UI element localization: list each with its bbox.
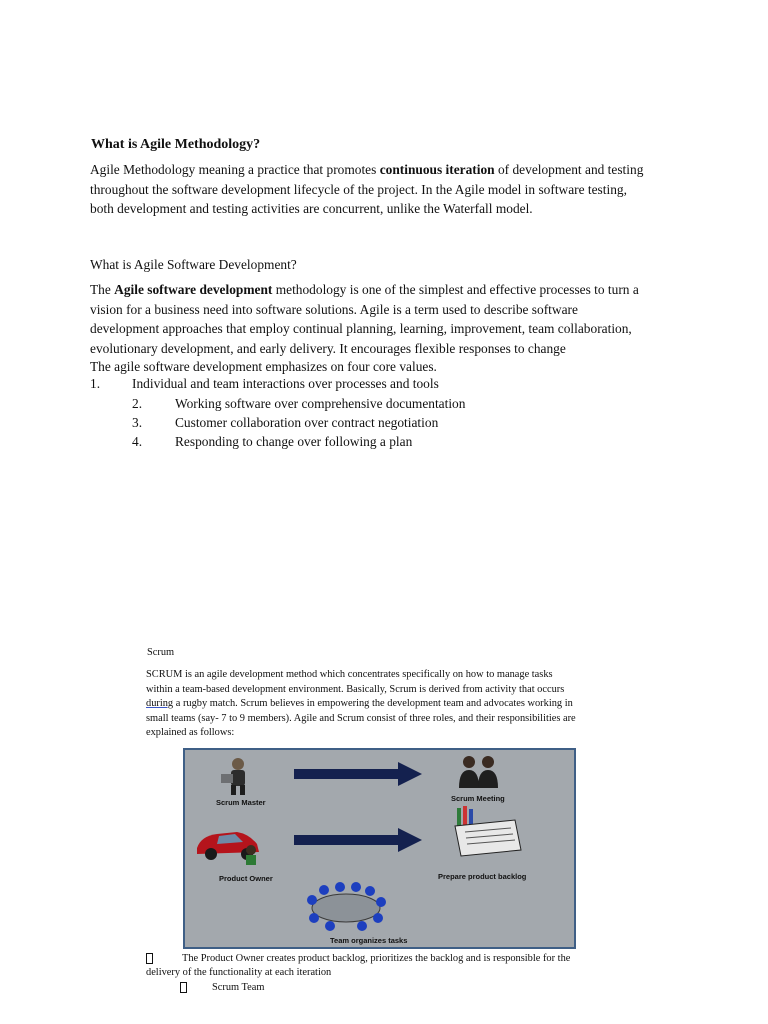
bullet-scrum-team: Scrum Team [180, 981, 264, 996]
product-backlog-notebook-icon [451, 806, 523, 858]
heading-agile-methodology: What is Agile Methodology? [91, 137, 261, 152]
list-text: Customer collaboration over contract negotiation [175, 415, 439, 430]
list-text: Working software over comprehensive documentation [175, 396, 466, 411]
paragraph-line: evolutionary development, and early delivery. It encourages flexible responses to change [90, 340, 566, 356]
core-values-item-2 [132, 394, 465, 414]
paragraph-line: explained as follows: [146, 727, 235, 739]
label-scrum-master: Scrum Master [216, 798, 266, 807]
bullet-placeholder-icon [146, 953, 153, 964]
label-prepare-product-backlog: Prepare product backlog [438, 872, 527, 881]
paragraph-line: within a team-based development environment. Basically, Scrum is derived from activity that occurs [146, 683, 565, 695]
paragraph-line: The Agile software development methodology is one of the simplest and effective processes to turn a [90, 282, 639, 297]
list-text: Individual and team interactions over processes and tools [132, 376, 439, 391]
agile-methodology-paragraph [90, 160, 643, 219]
core-values-item-1 [90, 374, 439, 394]
product-owner-car-icon [193, 822, 265, 868]
list-number: 4. [132, 434, 143, 449]
core-values-item-3 [132, 413, 438, 433]
arrow-icon [294, 762, 422, 786]
paragraph-line: during a rugby match. Scrum believes in empowering the development team and advocates working in [146, 698, 573, 710]
scrum-master-icon [219, 756, 257, 796]
paragraph-line: Agile Methodology meaning a practice that promotes continuous iteration of development and testing [90, 162, 644, 177]
list-number: 1. [90, 376, 101, 391]
paragraph-line: SCRUM is an agile development method which concentrates specifically on how to manage tasks [146, 669, 553, 680]
paragraph-line: small teams (say- 7 to 9 members). Agile and Scrum consist of three roles, and their responsibilities are [146, 712, 576, 724]
team-table-icon [300, 882, 392, 934]
scrum-roles-diagram [183, 748, 576, 949]
paragraph-line: throughout the software development lifecycle of the project. In the Agile model in software testing, [90, 181, 627, 197]
bullet-product-owner: The Product Owner creates product backlog, prioritizes the backlog and is responsible for the [146, 952, 570, 967]
list-number: 3. [132, 415, 143, 430]
bullet-placeholder-icon [180, 982, 187, 993]
arrow-icon [294, 828, 422, 852]
bullet-product-owner-continued: delivery of the functionality at each iteration [146, 967, 332, 978]
core-values-item-4 [132, 432, 412, 452]
list-number: 2. [132, 396, 143, 411]
scrum-meeting-icon [457, 754, 501, 790]
paragraph-line: both development and testing activities are concurrent, unlike the Waterfall model. [90, 201, 533, 216]
heading-agile-software-development: What is Agile Software Development? [90, 257, 297, 272]
paragraph-line: development approaches that employ continual planning, learning, improvement, team collaboration, [90, 321, 632, 336]
paragraph-line: The agile software development emphasizes on four core values. [90, 359, 437, 374]
list-text: Responding to change over following a plan [175, 434, 413, 449]
bold-continuous-iteration: continuous iteration [379, 162, 495, 177]
heading-scrum: Scrum [147, 647, 175, 658]
paragraph-line: vision for a business need into software solutions. Agile is a term used to describe software [90, 301, 578, 317]
label-team-organizes-tasks: Team organizes tasks [330, 936, 408, 945]
agile-software-paragraph [90, 280, 639, 375]
scrum-paragraph [146, 668, 576, 741]
label-scrum-meeting: Scrum Meeting [451, 794, 505, 803]
bold-agile-software-development: Agile software development [114, 282, 273, 297]
label-product-owner: Product Owner [219, 874, 273, 883]
underlined-word: during [146, 698, 174, 710]
